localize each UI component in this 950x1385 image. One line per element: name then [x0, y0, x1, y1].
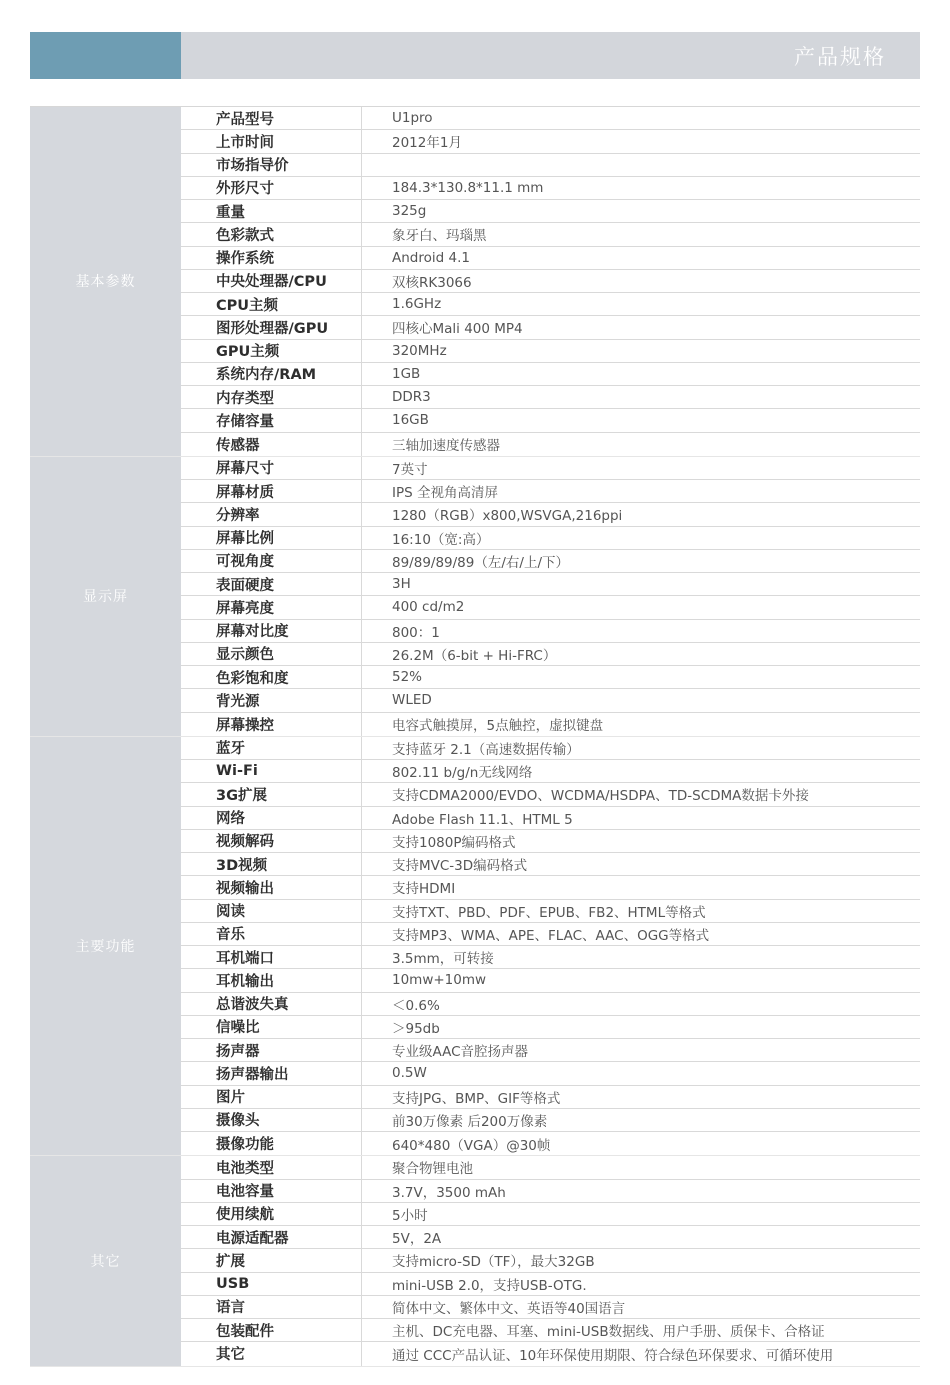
- spec-row: [181, 923, 920, 946]
- spec-group: [30, 107, 920, 457]
- spec-label: 电源适配器: [181, 1226, 362, 1248]
- spec-value: DDR3: [392, 389, 431, 406]
- spec-group: [30, 457, 920, 737]
- spec-label: 中央处理器/CPU: [181, 270, 362, 292]
- spec-row: [181, 1016, 920, 1039]
- spec-label: 电池类型: [181, 1156, 362, 1178]
- spec-row: [181, 270, 920, 293]
- spec-value: 320MHz: [392, 342, 447, 359]
- spec-value: IPS 全视角高清屏: [392, 485, 498, 502]
- spec-label: 表面硬度: [181, 573, 362, 595]
- spec-label: 重量: [181, 200, 362, 222]
- spec-value: 双核RK3066: [392, 274, 472, 291]
- spec-row: [181, 1039, 920, 1062]
- spec-label: 显示颜色: [181, 643, 362, 665]
- spec-row: [181, 1156, 920, 1179]
- spec-value: 支持JPG、BMP、GIF等格式: [392, 1090, 561, 1107]
- spec-row: [181, 993, 920, 1016]
- spec-value: 5小时: [392, 1207, 428, 1224]
- spec-label: 包装配件: [181, 1319, 362, 1341]
- spec-label: 内存类型: [181, 386, 362, 408]
- spec-value: Android 4.1: [392, 249, 470, 266]
- spec-value: WLED: [392, 692, 432, 709]
- spec-row: [181, 969, 920, 992]
- spec-label: 传感器: [181, 433, 362, 456]
- spec-row: [181, 409, 920, 432]
- spec-label: 屏幕比例: [181, 527, 362, 549]
- spec-label: 语言: [181, 1296, 362, 1318]
- spec-row: [181, 480, 920, 503]
- spec-label: 扩展: [181, 1249, 362, 1271]
- spec-row: [181, 689, 920, 712]
- spec-label: GPU主频: [181, 340, 362, 362]
- spec-row: [181, 223, 920, 246]
- spec-value: 10mw+10mw: [392, 972, 487, 989]
- group-rows: [181, 737, 920, 1156]
- spec-row: [181, 1249, 920, 1272]
- spec-value: 专业级AAC音腔扬声器: [392, 1044, 529, 1061]
- spec-value: 象牙白、玛瑙黑: [392, 228, 487, 245]
- spec-row: [181, 946, 920, 969]
- spec-label: 屏幕材质: [181, 480, 362, 502]
- spec-label: 色彩饱和度: [181, 666, 362, 688]
- spec-label: Wi-Fi: [181, 760, 362, 782]
- spec-row: [181, 457, 920, 480]
- spec-label: 总谐波失真: [181, 993, 362, 1015]
- spec-label: 图片: [181, 1086, 362, 1108]
- spec-value: [362, 154, 920, 176]
- spec-value: 支持TXT、PBD、PDF、EPUB、FB2、HTML等格式: [392, 904, 706, 921]
- spec-label: 存储容量: [181, 409, 362, 431]
- spec-value: 三轴加速度传感器: [392, 438, 500, 455]
- spec-row: [181, 177, 920, 200]
- spec-row: [181, 760, 920, 783]
- spec-row: [181, 1296, 920, 1319]
- spec-value: 2012年1月: [392, 135, 462, 152]
- spec-row: [181, 340, 920, 363]
- spec-row: [181, 1132, 920, 1155]
- spec-row: [181, 527, 920, 550]
- spec-row: [181, 433, 920, 456]
- spec-label: 扬声器输出: [181, 1062, 362, 1084]
- spec-value: 802.11 b/g/n无线网络: [392, 765, 533, 782]
- spec-value: 主机、DC充电器、耳塞、mini-USB数据线、用户手册、质保卡、合格证: [392, 1324, 825, 1341]
- group-label: 显示屏: [30, 457, 181, 736]
- spec-value: 52%: [392, 669, 423, 686]
- spec-row: [181, 247, 920, 270]
- spec-value: 简体中文、繁体中文、英语等40国语言: [392, 1300, 626, 1317]
- spec-label: 视频解码: [181, 830, 362, 852]
- spec-value: 800：1: [392, 624, 440, 641]
- spec-value: 支持HDMI: [392, 881, 456, 898]
- spec-row: [181, 1226, 920, 1249]
- spec-label: 视频输出: [181, 876, 362, 898]
- group-label: 主要功能: [30, 737, 181, 1156]
- spec-row: [181, 573, 920, 596]
- spec-row: [181, 386, 920, 409]
- group-label: 基本参数: [30, 107, 181, 456]
- spec-value: 16:10（宽:高）: [392, 531, 490, 548]
- spec-label: 上市时间: [181, 130, 362, 152]
- spec-value: 7英寸: [392, 461, 428, 478]
- spec-row: [181, 1109, 920, 1132]
- spec-row: [181, 1180, 920, 1203]
- spec-label: 耳机端口: [181, 946, 362, 968]
- spec-value: 3.7V，3500 mAh: [392, 1184, 506, 1201]
- spec-row: [181, 1062, 920, 1085]
- page-title: 产品规格: [794, 44, 886, 69]
- spec-label: 外形尺寸: [181, 177, 362, 199]
- spec-label: 网络: [181, 807, 362, 829]
- spec-label: 屏幕对比度: [181, 620, 362, 642]
- spec-row: [181, 107, 920, 130]
- spec-label: 音乐: [181, 923, 362, 945]
- spec-label: 可视角度: [181, 550, 362, 572]
- spec-value: 前30万像素 后200万像素: [392, 1113, 548, 1130]
- spec-value: 通过 CCC产品认证、10年环保使用期限、符合绿色环保要求、可循环使用: [392, 1347, 834, 1364]
- spec-row: [181, 293, 920, 316]
- spec-label: 屏幕尺寸: [181, 457, 362, 479]
- spec-label: 背光源: [181, 689, 362, 711]
- spec-value: 1GB: [392, 365, 421, 382]
- spec-label: 屏幕操控: [181, 713, 362, 736]
- spec-group: [30, 737, 920, 1157]
- spec-row: [181, 900, 920, 923]
- spec-row: [181, 154, 920, 177]
- spec-label: 分辨率: [181, 503, 362, 525]
- spec-label: 产品型号: [181, 107, 362, 129]
- spec-label: 其它: [181, 1342, 362, 1365]
- spec-group: [30, 1156, 920, 1366]
- group-rows: [181, 457, 920, 736]
- spec-value: Adobe Flash 11.1、HTML 5: [392, 811, 573, 828]
- spec-label: 屏幕亮度: [181, 596, 362, 618]
- spec-value: 支持MP3、WMA、APE、FLAC、AAC、OGG等格式: [392, 927, 710, 944]
- spec-value: 支持1080P编码格式: [392, 834, 516, 851]
- spec-label: 3G扩展: [181, 783, 362, 805]
- spec-value: 3.5mm，可转接: [392, 951, 494, 968]
- spec-row: [181, 316, 920, 339]
- spec-label: 扬声器: [181, 1039, 362, 1061]
- spec-value: mini-USB 2.0，支持USB-OTG.: [392, 1277, 587, 1294]
- spec-value: 26.2M（6-bit + Hi-FRC）: [392, 647, 557, 664]
- spec-row: [181, 876, 920, 899]
- spec-value: 640*480（VGA）@30帧: [392, 1137, 551, 1154]
- spec-value: 支持蓝牙 2.1（高速数据传输）: [392, 741, 580, 758]
- spec-label: 摄像功能: [181, 1132, 362, 1155]
- spec-value: 四核心Mali 400 MP4: [392, 321, 523, 338]
- spec-label: 市场指导价: [181, 154, 362, 176]
- group-rows: [181, 107, 920, 456]
- spec-row: [181, 130, 920, 153]
- spec-label: 耳机输出: [181, 969, 362, 991]
- spec-row: [181, 713, 920, 736]
- spec-row: [181, 666, 920, 689]
- spec-row: [181, 643, 920, 666]
- spec-row: [181, 550, 920, 573]
- spec-row: [181, 1273, 920, 1296]
- spec-table: [30, 106, 920, 1367]
- spec-value: 支持MVC-3D编码格式: [392, 858, 528, 875]
- spec-row: [181, 807, 920, 830]
- spec-row: [181, 1203, 920, 1226]
- spec-value: 3H: [392, 576, 411, 593]
- spec-label: 3D视频: [181, 853, 362, 875]
- group-rows: [181, 1156, 920, 1365]
- spec-value: 0.5W: [392, 1065, 427, 1082]
- spec-value: U1pro: [392, 110, 433, 127]
- spec-label: 系统内存/RAM: [181, 363, 362, 385]
- spec-value: 89/89/89/89（左/右/上/下）: [392, 554, 570, 571]
- spec-value: ＞95db: [392, 1020, 440, 1037]
- spec-value: 16GB: [392, 412, 429, 429]
- spec-row: [181, 853, 920, 876]
- spec-label: 信噪比: [181, 1016, 362, 1038]
- spec-row: [181, 1342, 920, 1365]
- spec-row: [181, 620, 920, 643]
- spec-label: 图形处理器/GPU: [181, 316, 362, 338]
- spec-label: 蓝牙: [181, 737, 362, 759]
- spec-value: 325g: [392, 203, 427, 220]
- page-header: [30, 32, 920, 79]
- spec-row: [181, 783, 920, 806]
- spec-value: 1280（RGB）x800,WSVGA,216ppi: [392, 508, 623, 525]
- spec-value: 400 cd/m2: [392, 599, 465, 616]
- spec-label: 操作系统: [181, 247, 362, 269]
- spec-value: 电容式触摸屏，5点触控，虚拟键盘: [392, 718, 604, 735]
- spec-value: 支持CDMA2000/EVDO、WCDMA/HSDPA、TD-SCDMA数据卡外接: [392, 788, 809, 805]
- spec-row: [181, 1086, 920, 1109]
- spec-label: CPU主频: [181, 293, 362, 315]
- spec-value: 1.6GHz: [392, 296, 442, 313]
- spec-label: USB: [181, 1273, 362, 1295]
- spec-value: 支持micro-SD（TF），最大32GB: [392, 1254, 595, 1271]
- header-bar: [181, 32, 920, 79]
- spec-row: [181, 200, 920, 223]
- spec-label: 色彩款式: [181, 223, 362, 245]
- spec-row: [181, 363, 920, 386]
- spec-row: [181, 1319, 920, 1342]
- spec-label: 摄像头: [181, 1109, 362, 1131]
- spec-value: 聚合物锂电池: [392, 1161, 473, 1178]
- spec-row: [181, 503, 920, 526]
- spec-row: [181, 737, 920, 760]
- spec-value: ＜0.6%: [392, 997, 440, 1014]
- spec-row: [181, 830, 920, 853]
- group-label: 其它: [30, 1156, 181, 1365]
- header-accent-block: [30, 32, 181, 79]
- spec-value: 5V，2A: [392, 1231, 442, 1248]
- spec-label: 电池容量: [181, 1180, 362, 1202]
- spec-row: [181, 596, 920, 619]
- spec-label: 阅读: [181, 900, 362, 922]
- spec-label: 使用续航: [181, 1203, 362, 1225]
- spec-value: 184.3*130.8*11.1 mm: [392, 179, 544, 196]
